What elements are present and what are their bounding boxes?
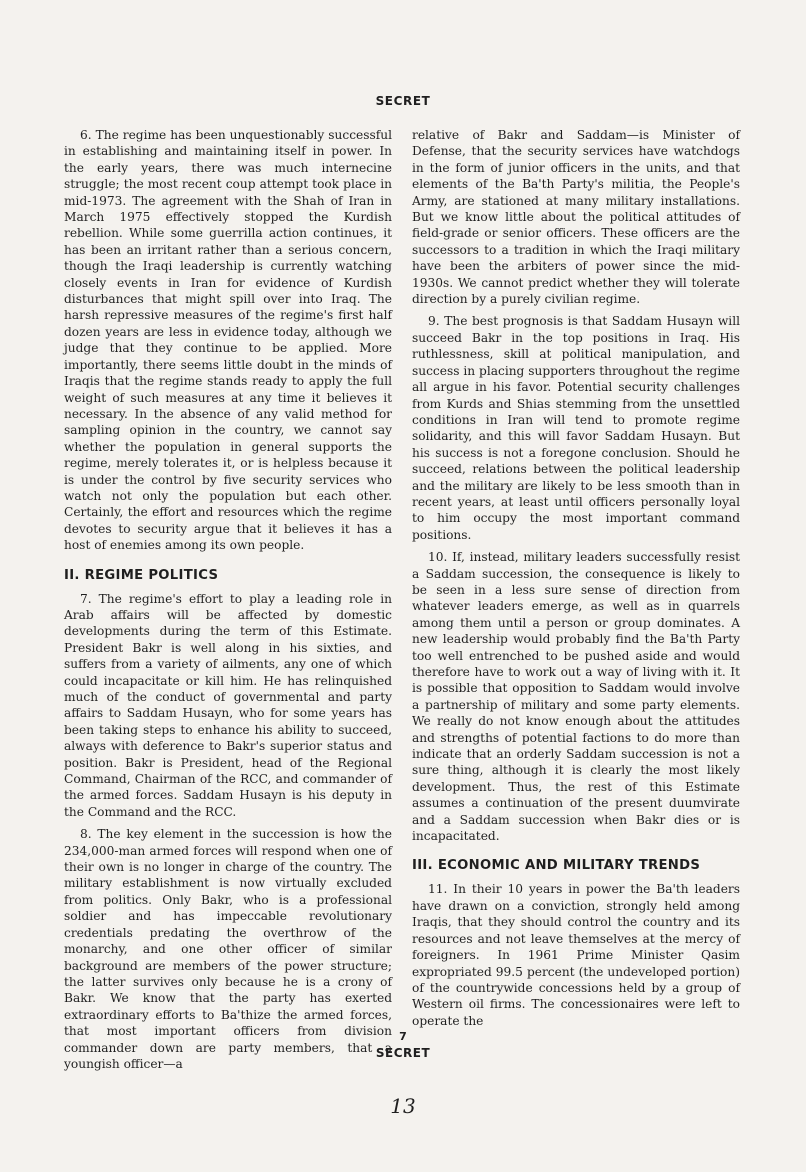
header-classification: SECRET [375, 94, 431, 108]
paragraph-8: 8. The key element in the succession is how the 234,000-man armed forces will respond when one of their own is no longer in charge of the country. The military establishment is now virtually excluded from politics. Only Bakr, who is a professional soldier and has impeccable revolutionary credentials predating the overthrow of the monarchy, and one other officer of similar background are members of the power structure; the latter survives only because he is a crony of Bakr. We know that the party has exerted extraordinary efforts to Ba'thize the armed forces, that most important officers from division commander down are party members, that a youngish officer—a [64, 827, 392, 1071]
footer-classification: SECRET [375, 1046, 431, 1060]
paragraph-11: 11. In their 10 years in power the Ba'th leaders have drawn on a conviction, strongly held among Iraqis, that they should control the country and its resources and not leave themselves at the mercy of foreigners. In 1961 Prime Minister Qasim expropriated 99.5 percent (the undeveloped portion) of the countrywide concessions held by a group of Western oil firms. The concessionaires were left to operate the [412, 882, 740, 1028]
left-column [64, 127, 392, 1072]
paragraph-9: 9. The best prognosis is that Saddam Husayn will succeed Bakr in the top positions in Iraq. His ruthlessness, skill at political manipulation, and success in placing supporters throughout the regime all argue in his favor. Potential security challenges from Kurds and Shias stemming from the unsettled conditions in Iran will tend to promote regime solidarity, and this will favor Saddam Husayn. But his success is not a foregone conclusion. Should he succeed, relations between the political leadership and the military are likely to be less smooth than in recent years, at least until officers personally loyal to him occupy the most important command positions. [412, 314, 740, 542]
paragraph-10: 10. If, instead, military leaders successfully resist a Saddam succession, the consequence is likely to be seen in a less sure sense of direction from whatever leaders emerge, as well as in quarrels among them until a person or group dominates. A new leadership would probably find the Ba'th Party too well entrenched to be pushed aside and would therefore have to work out a way of living with it. It is possible that opposition to Saddam would involve a partnership of military and some party elements. We really do not know enough about the attitudes and strengths of potential factions to do more than indicate that an orderly Saddam succession is not a sure thing, although it is clearly the most likely development. Thus, the rest of this Estimate assumes a continuation of the present duumvirate and a Saddam succession when Bakr dies or is incapacitated. [412, 550, 740, 844]
handwritten-page-number: 13 [390, 1094, 416, 1118]
paragraph-8-continued: relative of Bakr and Saddam—is Minister of Defense, that the security services have watchdogs in the form of junior officers in the units, and that elements of the Ba'th Party's militia, the People's Army, are stationed at many military installations. But we know little about the political attitudes of field-grade or senior officers. These officers are the successors to a tradition in which the Iraqi military have been the arbiters of power since the mid-1930s. We cannot predict whether they will tolerate direction by a purely civilian regime. [412, 128, 740, 307]
section-heading-regime-politics: II. REGIME POLITICS [64, 567, 219, 583]
paragraph-6: 6. The regime has been unquestionably successful in establishing and maintaining itself in power. In the early years, there was much internecine struggle; the most recent coup attempt took place in mid-1973. The agreement with the Shah of Iran in March 1975 effectively stopped the Kurdish rebellion. While some guerrilla action continues, it has been an irritant rather than a serious concern, though the Iraqi leadership is currently watching closely events in Iran for evidence of Kurdish disturbances that might spill over into Iraq. The harsh repressive measures of the regime's first half dozen years are less in evidence today, although we judge that they continue to be applied. More importantly, there seems little doubt in the minds of Iraqis that the regime stands ready to apply the full weight of such measures at any time it believes it necessary. In the absence of any valid method for sampling opinion in the country, we cannot say whether the population in general supports the regime, merely tolerates it, or is helpless because it is under the control by five security services who watch not only the population but each other. Certainly, the effort and resources which the regime devotes to security argue that it believes it has a host of enemies among its own people. [64, 128, 392, 553]
section-heading-economic-military: III. ECONOMIC AND MILITARY TRENDS [412, 858, 701, 874]
right-column [412, 127, 740, 1072]
page-number: 7 [399, 1030, 407, 1043]
two-column-body [64, 127, 740, 1072]
paragraph-7: 7. The regime's effort to play a leading role in Arab affairs will be affected by domestic developments during the term of this Estimate. President Bakr is well along in his sixties, and suffers from a variety of ailments, any one of which could incapacitate or kill him. He has relinquished much of the conduct of governmental and party affairs to Saddam Husayn, who for some years has been taking steps to enhance his ability to succeed, always with deference to Bakr's superior status and position. Bakr is President, head of the Regional Command, Chairman of the RCC, and commander of the armed forces. Saddam Husayn is his deputy in the Command and the RCC. [64, 591, 392, 819]
